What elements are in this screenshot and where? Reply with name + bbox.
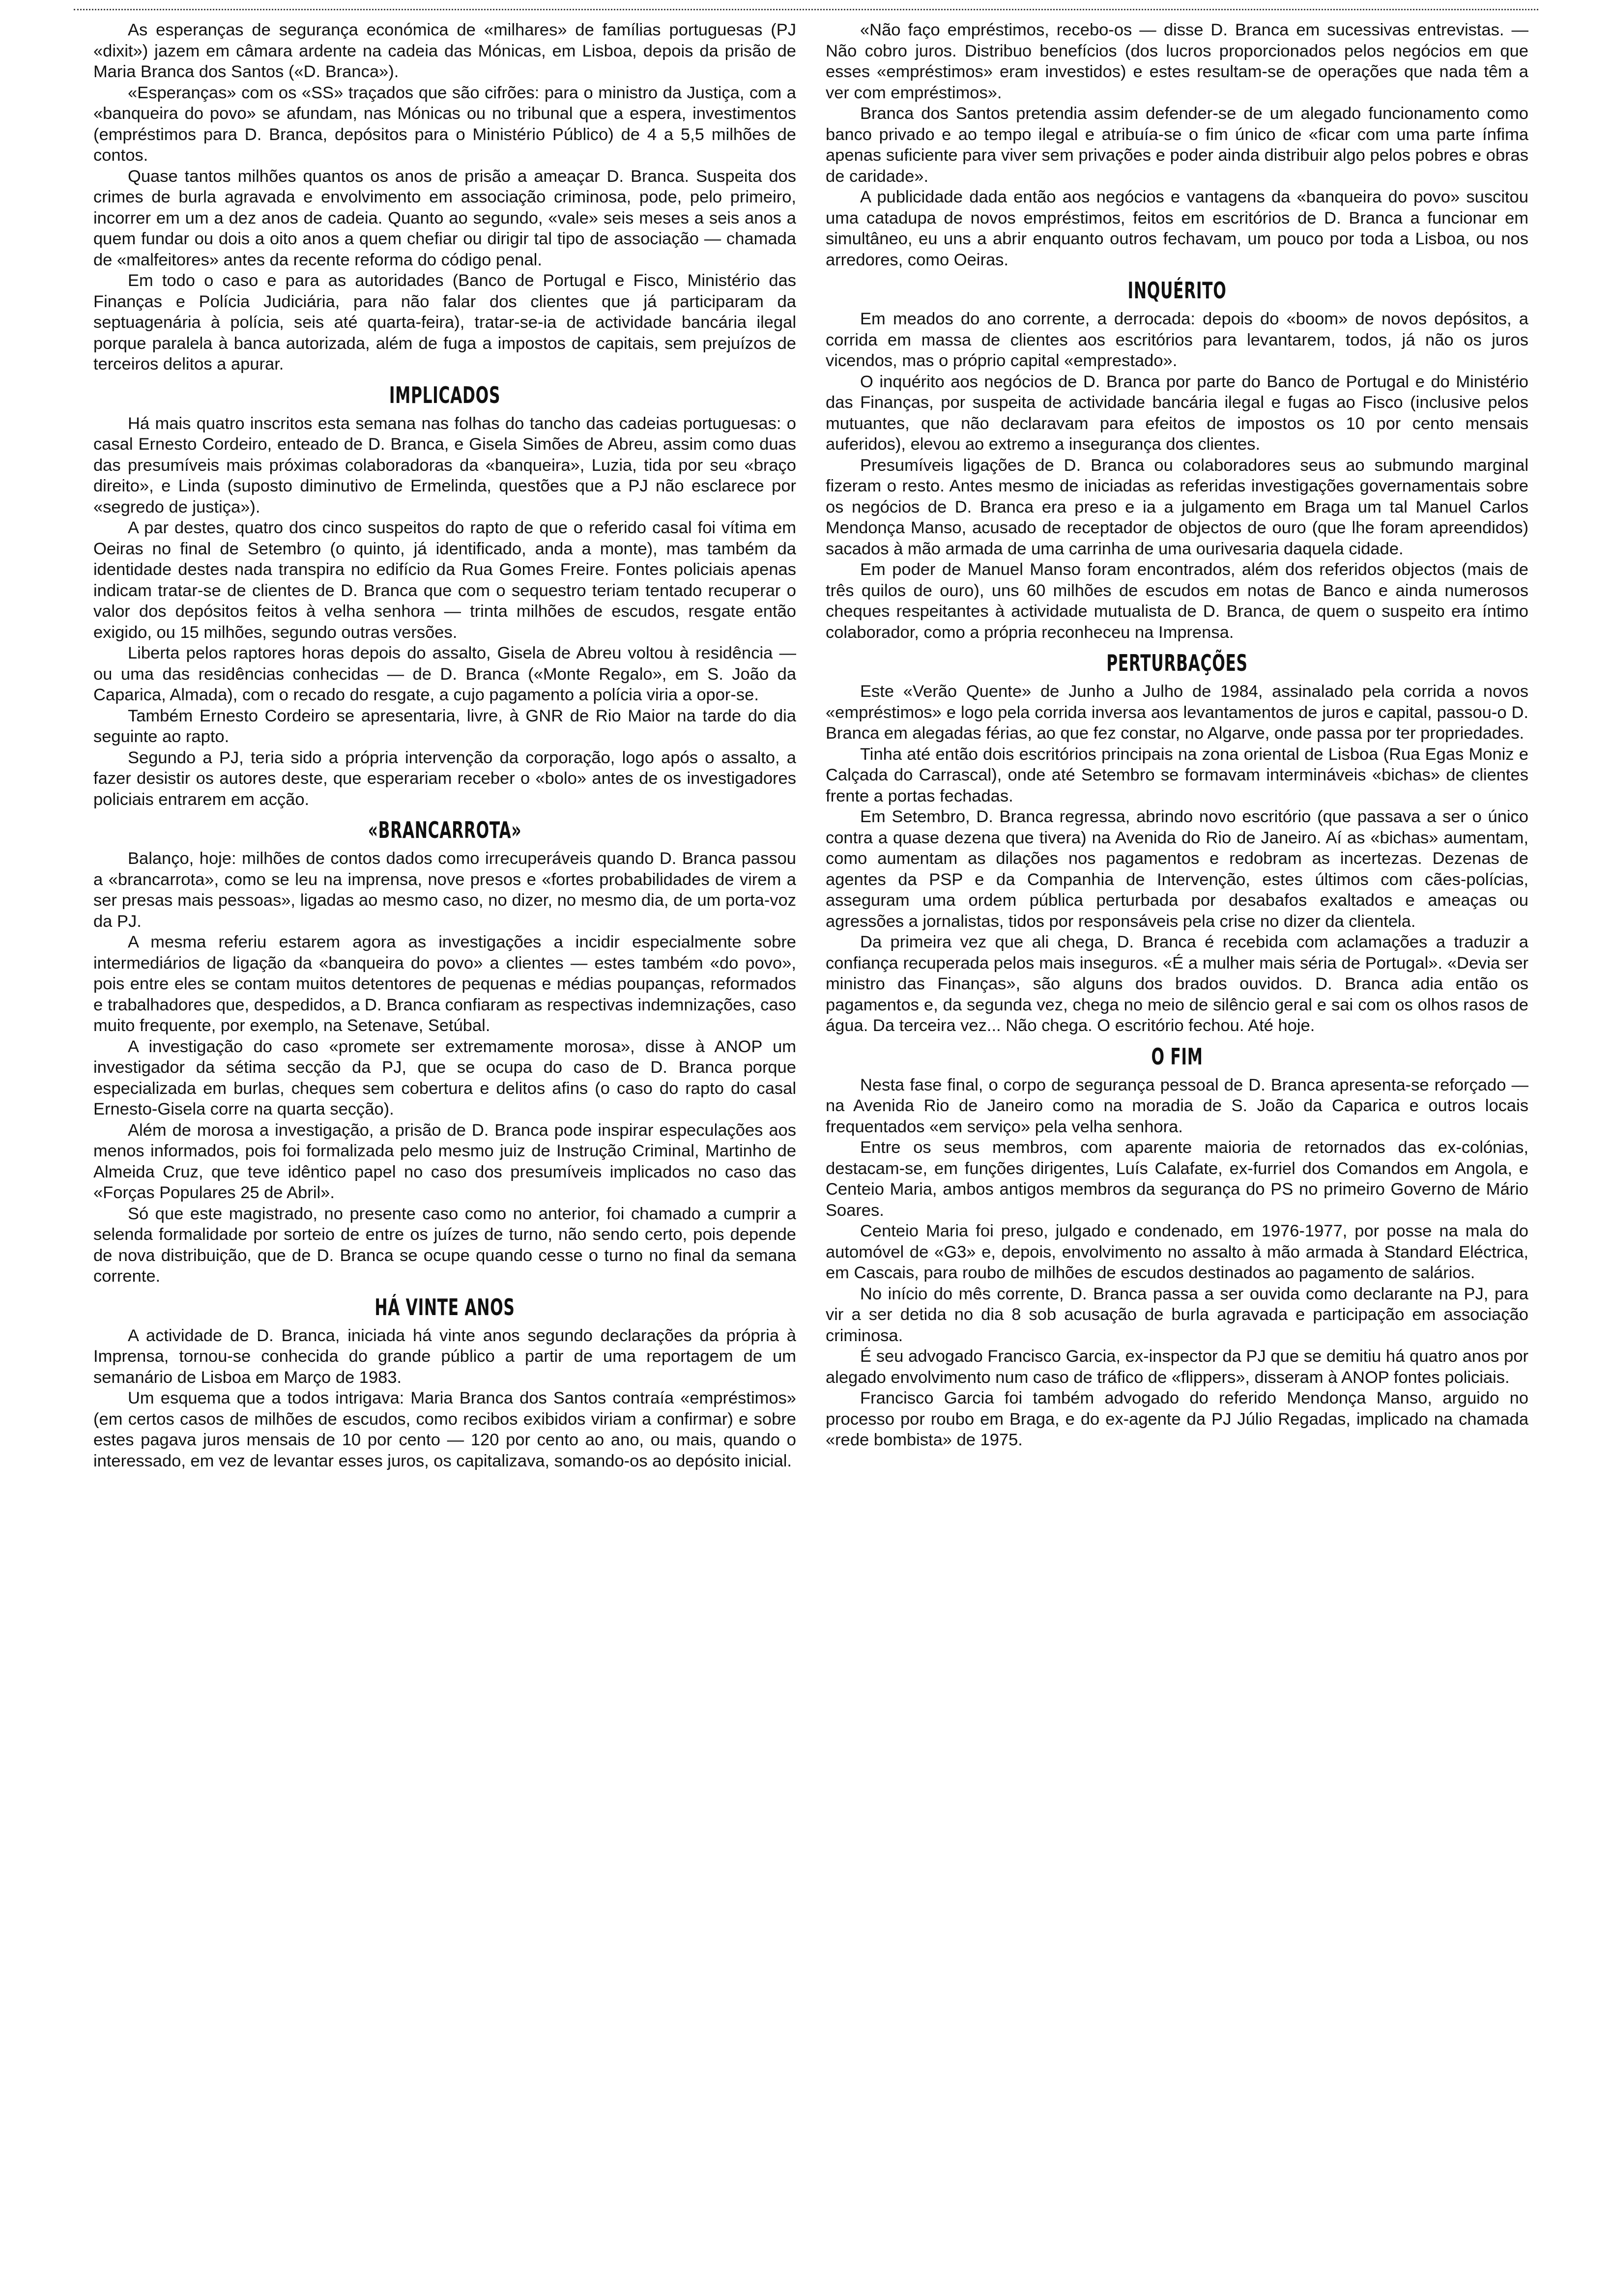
paragraph: Entre os seus membros, com aparente maioria de retornados das ex-colónias, destacam-se, em funções dirigentes, Luís Calafate, ex-furriel dos Comandos em Angola, e Centeio Maria, ambos antigos membros da segurança do PS no primeiro Governo de Mário Soares. (826, 1138, 1528, 1220)
paragraph: A investigação do caso «promete ser extremamente morosa», disse à ANOP um investigador da sétima secção da PJ, que se ocupa do caso de D. Branca porque especializada em burlas, cheques sem cobertura e delitos afins (o caso do rapto do casal Ernesto-Gisela corre na quarta secção). (93, 1037, 796, 1119)
paragraph: Em meados do ano corrente, a derrocada: depois do «boom» de novos depósitos, a corrida em massa de clientes aos escritórios para levantarem, todos, já não os juros vicendos, mas o próprio capital «emprestado». (826, 310, 1528, 370)
paragraph: Em Setembro, D. Branca regressa, abrindo novo escritório (que passava a ser o único contra a quase dezena que tivera) na Avenida do Rio de Janeiro. Aí as «bichas» aumentam, como aumentam as dilações nos pagamentos e redobram as incertezas. Dezenas de agentes da PSP e da Companhia de Intervenção, estes últimos com cães-polícias, asseguram uma ordem pública perturbada por desabafos exaltados e ameaças ou agressões a jornalistas, tidos por responsáveis pela crise no dizer da clientela. (826, 807, 1528, 931)
paragraph: «Esperanças» com os «SS» traçados que são cifrões: para o ministro da Justiça, com a «banqueira do povo» se afundam, nas Mónicas ou no tribunal que a espera, investimentos (empréstimos para D. Branca, depósitos para o Ministério Público) de 4 a 5,5 milhões de contos. (93, 83, 796, 165)
paragraph: Há mais quatro inscritos esta semana nas folhas do tancho das cadeias portuguesas: o casal Ernesto Cordeiro, enteado de D. Branca, e Gisela Simões de Abreu, assim como duas das presumíveis mais próximas colaboradoras da «banqueira», Luzia, tida por seu «braço direito», e Linda (suposto diminutivo de Ermelinda, questões que a PJ não esclarece por «segredo de justiça»). (93, 414, 796, 517)
paragraph: Tinha até então dois escritórios principais na zona oriental de Lisboa (Rua Egas Moniz e Calçada do Carrascal), onde até Setembro se formavam intermináveis «bichas» de clientes frente a portas fechadas. (826, 745, 1528, 805)
subheading-implicados: IMPLICADOS (389, 381, 501, 408)
paragraph: A actividade de D. Branca, iniciada há vinte anos segundo declarações da própria à Imprensa, tornou-se conhecida do grande público a partir de uma reportagem de um semanário de Lisboa em Março de 1983. (93, 1326, 796, 1387)
right-column (826, 20, 1528, 1451)
subheading-ha-vinte-anos: HÁ VINTE ANOS (374, 1293, 515, 1320)
paragraph: Em todo o caso e para as autoridades (Banco de Portugal e Fisco, Ministério das Finanças e Polícia Judiciária, para não falar dos clientes que já participaram da septuagenária à polícia, seis até quarta-feira), tratar-se-ia de actividade bancária ilegal porque paralela à banca autorizada, além de fuga a impostos de capitais, sem prejuízos de terceiros delitos a apurar. (93, 271, 796, 373)
paragraph: Também Ernesto Cordeiro se apresentaria, livre, à GNR de Rio Maior na tarde do dia seguinte ao rapto. (93, 706, 796, 746)
paragraph: Segundo a PJ, teria sido a própria intervenção da corporação, logo após o assalto, a fazer desistir os autores deste, que esperariam receber o «bolo» antes de os investigadores policiais entrarem em acção. (93, 748, 796, 809)
paragraph: Balanço, hoje: milhões de contos dados como irrecuperáveis quando D. Branca passou a «brancarrota», como se leu na imprensa, nove presos e «fortes probabilidades de virem a ser presas mais pessoas», ligadas ao mesmo caso, no dizer, no mesmo dia, de um porta-voz da PJ. (93, 849, 796, 931)
paragraph: O inquérito aos negócios de D. Branca por parte do Banco de Portugal e do Ministério das Finanças, por suspeita de actividade bancária ilegal e fugas ao Fisco (inclusive pelos mutuantes, que não declaravam para efeitos de impostos os 10 por cento mensais auferidos), elevou ao extremo a insegurança dos clientes. (826, 372, 1528, 454)
paragraph: As esperanças de segurança económica de «milhares» de famílias portuguesas (PJ «dixit») jazem em câmara ardente na cadeia das Mónicas, em Lisboa, depois da prisão de Maria Branca dos Santos («D. Branca»). (93, 21, 796, 81)
paragraph: É seu advogado Francisco Garcia, ex-inspector da PJ que se demitiu há quatro anos por alegado envolvimento num caso de tráfico de «flippers», disseram à ANOP fontes policiais. (826, 1347, 1528, 1387)
paragraph: Nesta fase final, o corpo de segurança pessoal de D. Branca apresenta-se reforçado — na Avenida Rio de Janeiro como na moradia de S. João da Caparica e outros locais frequentados «em serviço» pela velha senhora. (826, 1075, 1528, 1136)
paragraph: Só que este magistrado, no presente caso como no anterior, foi chamado a cumprir a selenda formalidade por sorteio de entre os juízes de turno, não sendo certo, pois depende de nova distribuição, que de D. Branca se ocupe quando cesse o turno no final da semana corrente. (93, 1204, 796, 1286)
paragraph: Em poder de Manuel Manso foram encontrados, além dos referidos objectos (mais de três quilos de ouro), uns 60 milhões de escudos em notas de Banco e ainda numerosos cheques respeitantes à actividade mutualista de D. Branca, de quem o suspeito era íntimo colaborador, como a própria reconheceu na Imprensa. (826, 560, 1528, 642)
paragraph: Presumíveis ligações de D. Branca ou colaboradores seus ao submundo marginal fizeram o resto. Antes mesmo de iniciadas as referidas investigações governamentais sobre os negócios de D. Branca era preso e ia a julgamento em Braga um tal Manuel Carlos Mendonça Manso, acusado de receptador de objectos de ouro (que lhe foram apreendidos) sacados à mão armada de uma carrinha de uma ourivesaria daquela cidade. (826, 456, 1528, 558)
paragraph: No início do mês corrente, D. Branca passa a ser ouvida como declarante na PJ, para vir a ser detida no dia 8 sob acusação de burla agravada e participação em associação criminosa. (826, 1284, 1528, 1345)
subheading-brancarrota: «BRANCARROTA» (368, 817, 522, 843)
paragraph: Além de morosa a investigação, a prisão de D. Branca pode inspirar especulações aos menos informados, pois foi formalizada pelo mesmo juiz de Instrução Criminal, Martinho de Almeida Cruz, que teve idêntico papel no caso dos presumíveis implicados no caso das «Forças Populares 25 de Abril». (93, 1120, 796, 1202)
paragraph: A publicidade dada então aos negócios e vantagens da «banqueira do povo» suscitou uma catadupa de novos empréstimos, feitos em escritórios de D. Branca a funcionar em simultâneo, eu uns a abrir enquanto outros fechavam, um pouco por toda a Lisboa, ou nos arredores, como Oeiras. (826, 188, 1528, 269)
paragraph: «Não faço empréstimos, recebo-os — disse D. Branca em sucessivas entrevistas. — Não cobro juros. Distribuo benefícios (dos lucros proporcionados pelos negócios em que esses «empréstimos» eram investidos) e estes resultam-se de operações que nada têm a ver com empréstimos». (826, 21, 1528, 102)
paragraph: Quase tantos milhões quantos os anos de prisão a ameaçar D. Branca. Suspeita dos crimes de burla agravada e envolvimento em associação criminosa, pode, pelo primeiro, incorrer em um a dez anos de cadeia. Quanto ao segundo, «vale» seis meses a seis anos a quem fundar ou dois a oito anos a quem chefiar ou dirigir tal tipo de associação — chamada de «malfeitores» antes da recente reforma do código penal. (93, 167, 796, 269)
subheading-perturbacoes: PERTURBAÇÕES (1106, 650, 1248, 676)
top-rule (74, 9, 1538, 10)
paragraph: Centeio Maria foi preso, julgado e condenado, em 1976-1977, por posse na mala do automóvel de «G3» e, depois, envolvimento no assalto à mão armada à Standard Eléctrica, em Cascais, para roubo de milhões de escudos destinados ao pagamento de salários. (826, 1222, 1528, 1282)
paragraph: Este «Verão Quente» de Junho a Julho de 1984, assinalado pela corrida a novos «empréstimos» e logo pela corrida inversa aos levantamentos de juros e capital, passou-o D. Branca em alegadas férias, ao que fez constar, no Algarve, onde passa por ter propriedades. (826, 682, 1528, 743)
subheading-inquerito: INQUÉRITO (1127, 277, 1227, 304)
paragraph: Da primeira vez que ali chega, D. Branca é recebida com aclamações a traduzir a confiança recuperada pelos mais inseguros. «É a mulher mais séria de Portugal». «Devia ser ministro das Finanças», são alguns dos brados ouvidos. D. Branca adia então os pagamentos e, da segunda vez, chega no meio de silêncio geral e sai com os olhos rasos de água. Da terceira vez... Não chega. O escritório fechou. Até hoje. (826, 933, 1528, 1035)
paragraph: A par destes, quatro dos cinco suspeitos do rapto de que o referido casal foi vítima em Oeiras no final de Setembro (o quinto, já identificado, anda a monte), mas também da identidade destes nada transpira no edifício da Rua Gomes Freire. Fontes policiais apenas indicam tratar-se de clientes de D. Branca que com o sequestro teriam tentado recuperar o valor dos depósitos feitos à velha senhora — trinta milhões de escudos, resgate então exigido, ou 15 milhões, segundo outras versões. (93, 518, 796, 642)
paragraph: Branca dos Santos pretendia assim defender-se de um alegado funcionamento como banco privado e ao tempo ilegal e atribuía-se o fim único de «ficar com uma parte ínfima apenas suficiente para viver sem privações e poder ainda distribuir algo pelos pobres e obras de caridade». (826, 104, 1528, 186)
left-column (93, 20, 796, 1471)
paragraph: Liberta pelos raptores horas depois do assalto, Gisela de Abreu voltou à residência — ou uma das residências conhecidas — de D. Branca («Monte Regalo», em S. João da Caparica, Almada), com o recado do resgate, a cujo pagamento a polícia viria a opor-se. (93, 644, 796, 704)
subheading-o-fim: O FIM (1151, 1043, 1203, 1070)
paragraph: A mesma referiu estarem agora as investigações a incidir especialmente sobre intermediários de ligação da «banqueira do povo» a clientes — estes também «do povo», pois entre eles se contam muitos detentores de pequenas e médias poupanças, reformados e trabalhadores que, despedidos, a D. Branca confiaram as respectivas indemnizações, caso muito frequente, por exemplo, na Setenave, Setúbal. (93, 933, 796, 1035)
paragraph: Francisco Garcia foi também advogado do referido Mendonça Manso, arguido no processo por roubo em Braga, e do ex-agente da PJ Júlio Regadas, implicado na chamada «rede bombista» de 1975. (826, 1389, 1528, 1449)
paragraph: Um esquema que a todos intrigava: Maria Branca dos Santos contraía «empréstimos» (em certos casos de milhões de escudos, como recibos exibidos viriam a confirmar) e sobre estes pagava juros mensais de 10 por cento — 120 por cento ao ano, ou mais, quando o interessado, em vez de levantar esses juros, os capitalizava, somando-os ao depósito inicial. (93, 1389, 796, 1470)
